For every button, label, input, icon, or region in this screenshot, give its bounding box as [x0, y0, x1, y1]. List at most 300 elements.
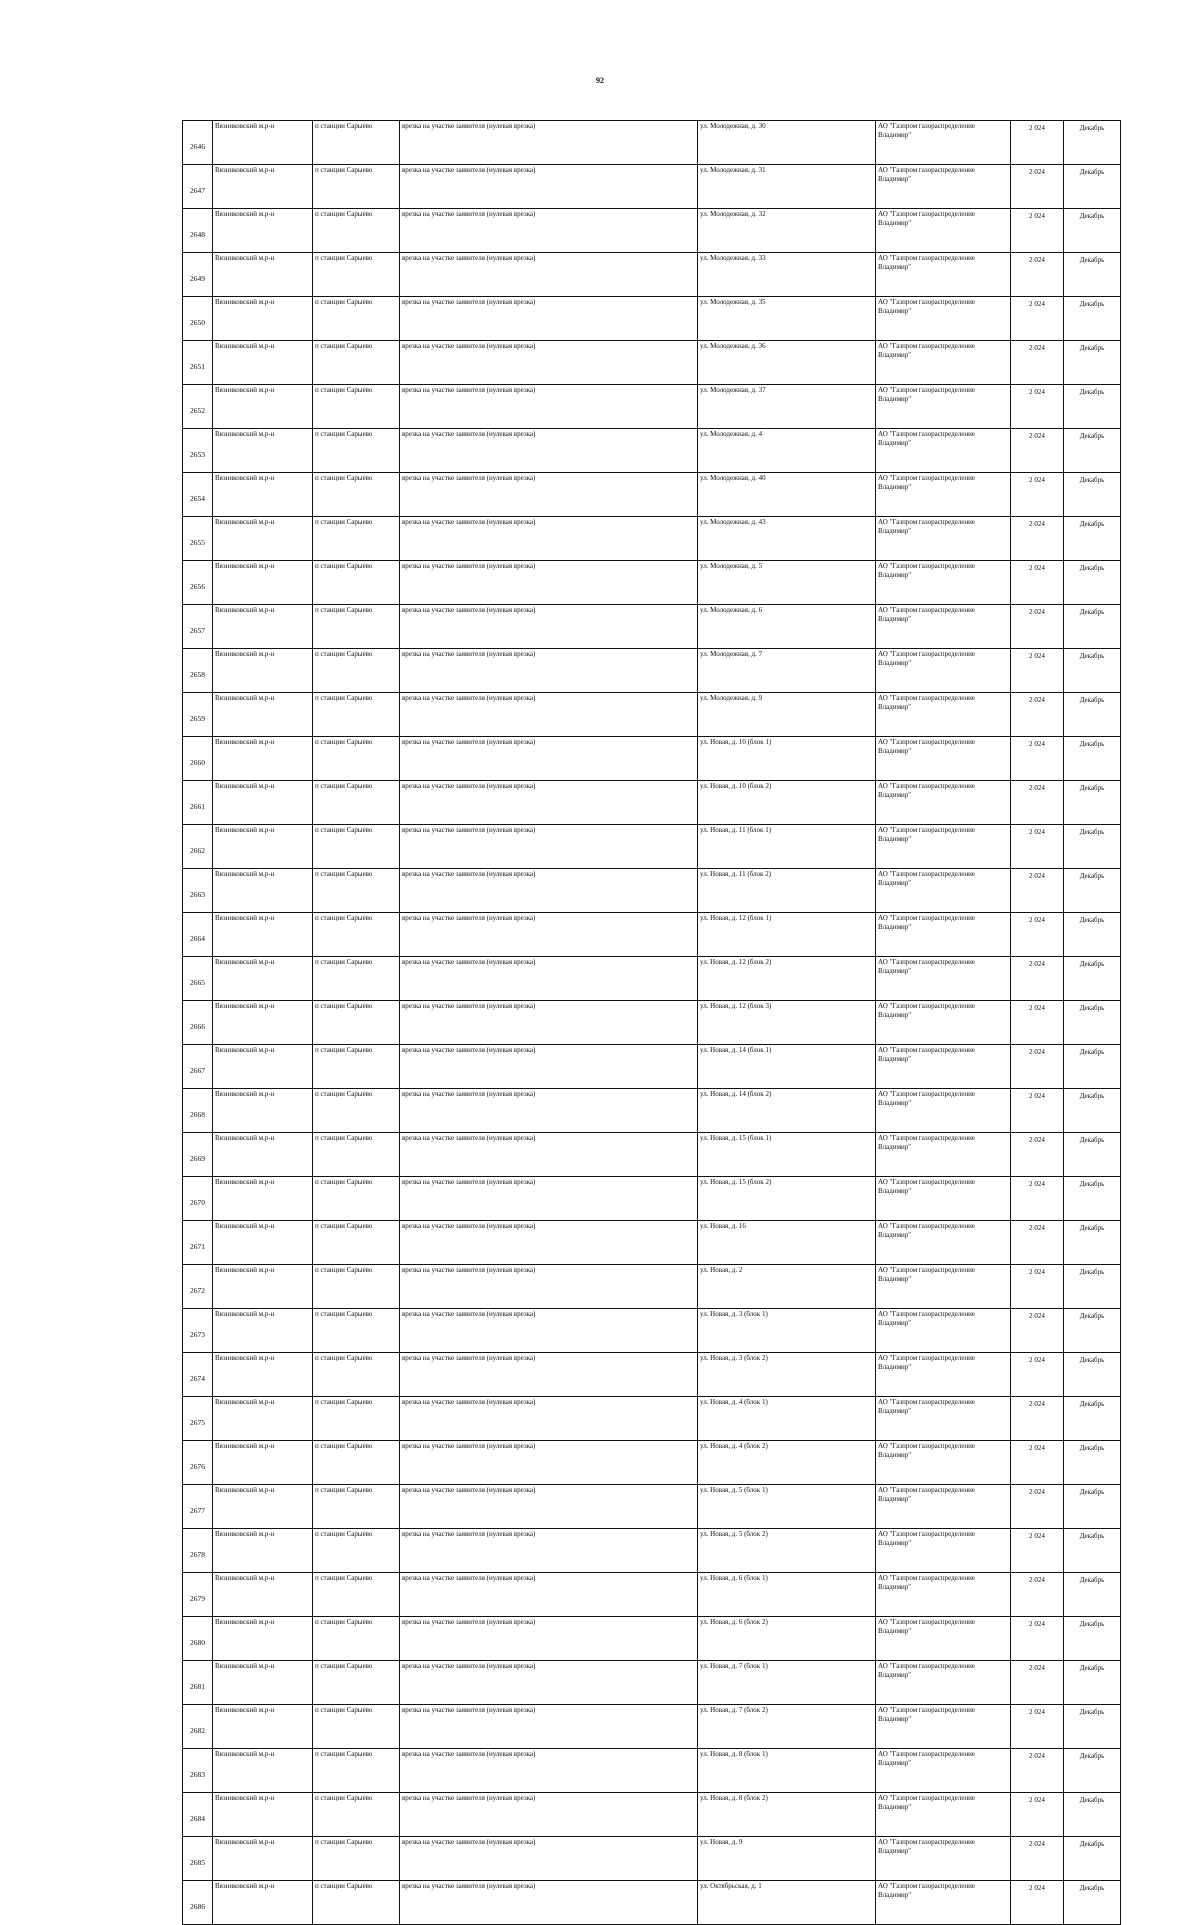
- month-cell: Декабрь: [1064, 825, 1121, 869]
- district-cell: Вязниковский м.р-н: [213, 1617, 313, 1661]
- district-cell: Вязниковский м.р-н: [213, 1837, 313, 1881]
- organization-cell: АО "Газпром газораспределение Владимир": [876, 1441, 1011, 1485]
- month-cell: Декабрь: [1064, 297, 1121, 341]
- row-number: 2667: [183, 1045, 213, 1089]
- row-number: 2650: [183, 297, 213, 341]
- year-cell: 2 024: [1011, 781, 1064, 825]
- work-type-cell: врезка на участке заявителя (нулевая врезка): [400, 1705, 698, 1749]
- row-number: 2670: [183, 1177, 213, 1221]
- organization-cell: АО "Газпром газораспределение Владимир": [876, 1133, 1011, 1177]
- row-number: 2649: [183, 253, 213, 297]
- table-row: [183, 1749, 1121, 1793]
- month-cell: Декабрь: [1064, 1573, 1121, 1617]
- district-cell: Вязниковский м.р-н: [213, 209, 313, 253]
- month-cell: Декабрь: [1064, 1133, 1121, 1177]
- organization-cell: АО "Газпром газораспределение Владимир": [876, 341, 1011, 385]
- table-row: [183, 605, 1121, 649]
- organization-cell: АО "Газпром газораспределение Владимир": [876, 737, 1011, 781]
- work-type-cell: врезка на участке заявителя (нулевая врезка): [400, 385, 698, 429]
- row-number: 2658: [183, 649, 213, 693]
- address-cell: ул. Молодежная, д. 30: [698, 121, 876, 165]
- settlement-cell: п станции Сарыево: [313, 781, 400, 825]
- month-cell: Декабрь: [1064, 165, 1121, 209]
- work-type-cell: врезка на участке заявителя (нулевая врезка): [400, 1353, 698, 1397]
- row-number: 2652: [183, 385, 213, 429]
- address-cell: ул. Молодежная, д. 32: [698, 209, 876, 253]
- settlement-cell: п станции Сарыево: [313, 1485, 400, 1529]
- address-cell: ул. Новая, д. 10 (блок 1): [698, 737, 876, 781]
- settlement-cell: п станции Сарыево: [313, 1133, 400, 1177]
- year-cell: 2 024: [1011, 121, 1064, 165]
- row-number: 2672: [183, 1265, 213, 1309]
- address-cell: ул. Молодежная, д. 40: [698, 473, 876, 517]
- address-cell: ул. Новая, д. 7 (блок 1): [698, 1661, 876, 1705]
- organization-cell: АО "Газпром газораспределение Владимир": [876, 605, 1011, 649]
- district-cell: Вязниковский м.р-н: [213, 825, 313, 869]
- district-cell: Вязниковский м.р-н: [213, 1529, 313, 1573]
- organization-cell: АО "Газпром газораспределение Владимир": [876, 781, 1011, 825]
- organization-cell: АО "Газпром газораспределение Владимир": [876, 649, 1011, 693]
- month-cell: Декабрь: [1064, 1881, 1121, 1925]
- year-cell: 2 024: [1011, 1441, 1064, 1485]
- address-cell: ул. Новая, д. 6 (блок 1): [698, 1573, 876, 1617]
- district-cell: Вязниковский м.р-н: [213, 1265, 313, 1309]
- month-cell: Декабрь: [1064, 341, 1121, 385]
- settlement-cell: п станции Сарыево: [313, 341, 400, 385]
- table-row: [183, 1573, 1121, 1617]
- table-row: [183, 1881, 1121, 1925]
- district-cell: Вязниковский м.р-н: [213, 1045, 313, 1089]
- work-type-cell: врезка на участке заявителя (нулевая врезка): [400, 1617, 698, 1661]
- month-cell: Декабрь: [1064, 1485, 1121, 1529]
- table-row: [183, 1133, 1121, 1177]
- work-type-cell: врезка на участке заявителя (нулевая врезка): [400, 605, 698, 649]
- row-number: 2648: [183, 209, 213, 253]
- table-row: [183, 1353, 1121, 1397]
- settlement-cell: п станции Сарыево: [313, 1177, 400, 1221]
- table-row: [183, 1837, 1121, 1881]
- work-type-cell: врезка на участке заявителя (нулевая врезка): [400, 649, 698, 693]
- work-type-cell: врезка на участке заявителя (нулевая врезка): [400, 165, 698, 209]
- month-cell: Декабрь: [1064, 385, 1121, 429]
- organization-cell: АО "Газпром газораспределение Владимир": [876, 165, 1011, 209]
- year-cell: 2 024: [1011, 1177, 1064, 1221]
- settlement-cell: п станции Сарыево: [313, 517, 400, 561]
- settlement-cell: п станции Сарыево: [313, 605, 400, 649]
- organization-cell: АО "Газпром газораспределение Владимир": [876, 473, 1011, 517]
- settlement-cell: п станции Сарыево: [313, 561, 400, 605]
- work-type-cell: врезка на участке заявителя (нулевая врезка): [400, 561, 698, 605]
- table-row: [183, 1265, 1121, 1309]
- work-type-cell: врезка на участке заявителя (нулевая врезка): [400, 869, 698, 913]
- year-cell: 2 024: [1011, 1001, 1064, 1045]
- work-type-cell: врезка на участке заявителя (нулевая врезка): [400, 121, 698, 165]
- district-cell: Вязниковский м.р-н: [213, 561, 313, 605]
- settlement-cell: п станции Сарыево: [313, 1001, 400, 1045]
- year-cell: 2 024: [1011, 385, 1064, 429]
- row-number: 2660: [183, 737, 213, 781]
- month-cell: Декабрь: [1064, 737, 1121, 781]
- settlement-cell: п станции Сарыево: [313, 1749, 400, 1793]
- work-type-cell: врезка на участке заявителя (нулевая врезка): [400, 1265, 698, 1309]
- work-type-cell: врезка на участке заявителя (нулевая врезка): [400, 1837, 698, 1881]
- district-cell: Вязниковский м.р-н: [213, 1573, 313, 1617]
- year-cell: 2 024: [1011, 1881, 1064, 1925]
- table-row: [183, 1793, 1121, 1837]
- address-cell: ул. Новая, д. 3 (блок 1): [698, 1309, 876, 1353]
- row-number: 2653: [183, 429, 213, 473]
- table-row: [183, 385, 1121, 429]
- month-cell: Декабрь: [1064, 649, 1121, 693]
- district-cell: Вязниковский м.р-н: [213, 957, 313, 1001]
- table-body: [183, 121, 1121, 1925]
- month-cell: Декабрь: [1064, 693, 1121, 737]
- row-number: 2673: [183, 1309, 213, 1353]
- month-cell: Декабрь: [1064, 253, 1121, 297]
- address-cell: ул. Новая, д. 16: [698, 1221, 876, 1265]
- row-number: 2646: [183, 121, 213, 165]
- organization-cell: АО "Газпром газораспределение Владимир": [876, 869, 1011, 913]
- address-cell: ул. Новая, д. 10 (блок 2): [698, 781, 876, 825]
- table-row: [183, 253, 1121, 297]
- organization-cell: АО "Газпром газораспределение Владимир": [876, 1309, 1011, 1353]
- row-number: 2681: [183, 1661, 213, 1705]
- row-number: 2657: [183, 605, 213, 649]
- year-cell: 2 024: [1011, 605, 1064, 649]
- row-number: 2664: [183, 913, 213, 957]
- table-row: [183, 561, 1121, 605]
- row-number: 2676: [183, 1441, 213, 1485]
- district-cell: Вязниковский м.р-н: [213, 165, 313, 209]
- settlement-cell: п станции Сарыево: [313, 1661, 400, 1705]
- settlement-cell: п станции Сарыево: [313, 1793, 400, 1837]
- district-cell: Вязниковский м.р-н: [213, 517, 313, 561]
- address-cell: ул. Молодежная, д. 35: [698, 297, 876, 341]
- table-row: [183, 913, 1121, 957]
- work-type-cell: врезка на участке заявителя (нулевая врезка): [400, 429, 698, 473]
- gasification-table: [182, 120, 1121, 1925]
- year-cell: 2 024: [1011, 1837, 1064, 1881]
- work-type-cell: врезка на участке заявителя (нулевая врезка): [400, 781, 698, 825]
- district-cell: Вязниковский м.р-н: [213, 429, 313, 473]
- month-cell: Декабрь: [1064, 1221, 1121, 1265]
- table-row: [183, 693, 1121, 737]
- month-cell: Декабрь: [1064, 1309, 1121, 1353]
- district-cell: Вязниковский м.р-н: [213, 1089, 313, 1133]
- address-cell: ул. Новая, д. 12 (блок 2): [698, 957, 876, 1001]
- year-cell: 2 024: [1011, 1265, 1064, 1309]
- settlement-cell: п станции Сарыево: [313, 1089, 400, 1133]
- address-cell: ул. Молодежная, д. 7: [698, 649, 876, 693]
- year-cell: 2 024: [1011, 1749, 1064, 1793]
- month-cell: Декабрь: [1064, 1353, 1121, 1397]
- year-cell: 2 024: [1011, 1793, 1064, 1837]
- organization-cell: АО "Газпром газораспределение Владимир": [876, 121, 1011, 165]
- row-number: 2669: [183, 1133, 213, 1177]
- organization-cell: АО "Газпром газораспределение Владимир": [876, 1793, 1011, 1837]
- organization-cell: АО "Газпром газораспределение Владимир": [876, 1837, 1011, 1881]
- row-number: 2671: [183, 1221, 213, 1265]
- table-row: [183, 1221, 1121, 1265]
- settlement-cell: п станции Сарыево: [313, 253, 400, 297]
- page-number: 92: [596, 76, 604, 85]
- district-cell: Вязниковский м.р-н: [213, 693, 313, 737]
- district-cell: Вязниковский м.р-н: [213, 1001, 313, 1045]
- row-number: 2679: [183, 1573, 213, 1617]
- work-type-cell: врезка на участке заявителя (нулевая врезка): [400, 1397, 698, 1441]
- work-type-cell: врезка на участке заявителя (нулевая врезка): [400, 1133, 698, 1177]
- row-number: 2651: [183, 341, 213, 385]
- district-cell: Вязниковский м.р-н: [213, 1309, 313, 1353]
- month-cell: Декабрь: [1064, 1617, 1121, 1661]
- organization-cell: АО "Газпром газораспределение Владимир": [876, 1661, 1011, 1705]
- month-cell: Декабрь: [1064, 561, 1121, 605]
- settlement-cell: п станции Сарыево: [313, 957, 400, 1001]
- row-number: 2666: [183, 1001, 213, 1045]
- address-cell: ул. Новая, д. 12 (блок 1): [698, 913, 876, 957]
- address-cell: ул. Молодежная, д. 31: [698, 165, 876, 209]
- table-row: [183, 341, 1121, 385]
- row-number: 2656: [183, 561, 213, 605]
- settlement-cell: п станции Сарыево: [313, 473, 400, 517]
- table-row: [183, 121, 1121, 165]
- organization-cell: АО "Газпром газораспределение Владимир": [876, 693, 1011, 737]
- month-cell: Декабрь: [1064, 1001, 1121, 1045]
- table-row: [183, 1441, 1121, 1485]
- organization-cell: АО "Газпром газораспределение Владимир": [876, 253, 1011, 297]
- month-cell: Декабрь: [1064, 1529, 1121, 1573]
- address-cell: ул. Новая, д. 8 (блок 2): [698, 1793, 876, 1837]
- address-cell: ул. Новая, д. 15 (блок 1): [698, 1133, 876, 1177]
- table-row: [183, 1661, 1121, 1705]
- table-row: [183, 1397, 1121, 1441]
- year-cell: 2 024: [1011, 209, 1064, 253]
- year-cell: 2 024: [1011, 1309, 1064, 1353]
- settlement-cell: п станции Сарыево: [313, 1397, 400, 1441]
- year-cell: 2 024: [1011, 429, 1064, 473]
- settlement-cell: п станции Сарыево: [313, 737, 400, 781]
- district-cell: Вязниковский м.р-н: [213, 1793, 313, 1837]
- year-cell: 2 024: [1011, 561, 1064, 605]
- year-cell: 2 024: [1011, 165, 1064, 209]
- settlement-cell: п станции Сарыево: [313, 297, 400, 341]
- year-cell: 2 024: [1011, 957, 1064, 1001]
- year-cell: 2 024: [1011, 1045, 1064, 1089]
- address-cell: ул. Молодежная, д. 43: [698, 517, 876, 561]
- settlement-cell: п станции Сарыево: [313, 1353, 400, 1397]
- district-cell: Вязниковский м.р-н: [213, 1397, 313, 1441]
- address-cell: ул. Новая, д. 4 (блок 2): [698, 1441, 876, 1485]
- month-cell: Декабрь: [1064, 473, 1121, 517]
- work-type-cell: врезка на участке заявителя (нулевая врезка): [400, 517, 698, 561]
- organization-cell: АО "Газпром газораспределение Владимир": [876, 1617, 1011, 1661]
- row-number: 2683: [183, 1749, 213, 1793]
- work-type-cell: врезка на участке заявителя (нулевая врезка): [400, 209, 698, 253]
- month-cell: Декабрь: [1064, 209, 1121, 253]
- settlement-cell: п станции Сарыево: [313, 1265, 400, 1309]
- row-number: 2668: [183, 1089, 213, 1133]
- year-cell: 2 024: [1011, 1353, 1064, 1397]
- work-type-cell: врезка на участке заявителя (нулевая врезка): [400, 1089, 698, 1133]
- work-type-cell: врезка на участке заявителя (нулевая врезка): [400, 473, 698, 517]
- month-cell: Декабрь: [1064, 1661, 1121, 1705]
- row-number: 2665: [183, 957, 213, 1001]
- work-type-cell: врезка на участке заявителя (нулевая врезка): [400, 913, 698, 957]
- year-cell: 2 024: [1011, 913, 1064, 957]
- organization-cell: АО "Газпром газораспределение Владимир": [876, 825, 1011, 869]
- year-cell: 2 024: [1011, 473, 1064, 517]
- table-row: [183, 473, 1121, 517]
- row-number: 2655: [183, 517, 213, 561]
- month-cell: Декабрь: [1064, 1045, 1121, 1089]
- table-row: [183, 1089, 1121, 1133]
- organization-cell: АО "Газпром газораспределение Владимир": [876, 913, 1011, 957]
- district-cell: Вязниковский м.р-н: [213, 1485, 313, 1529]
- settlement-cell: п станции Сарыево: [313, 165, 400, 209]
- address-cell: ул. Новая, д. 14 (блок 1): [698, 1045, 876, 1089]
- address-cell: ул. Молодежная, д. 6: [698, 605, 876, 649]
- work-type-cell: врезка на участке заявителя (нулевая врезка): [400, 957, 698, 1001]
- district-cell: Вязниковский м.р-н: [213, 1441, 313, 1485]
- settlement-cell: п станции Сарыево: [313, 1837, 400, 1881]
- work-type-cell: врезка на участке заявителя (нулевая врезка): [400, 825, 698, 869]
- year-cell: 2 024: [1011, 693, 1064, 737]
- district-cell: Вязниковский м.р-н: [213, 1221, 313, 1265]
- settlement-cell: п станции Сарыево: [313, 1045, 400, 1089]
- month-cell: Декабрь: [1064, 121, 1121, 165]
- organization-cell: АО "Газпром газораспределение Владимир": [876, 1177, 1011, 1221]
- organization-cell: АО "Газпром газораспределение Владимир": [876, 517, 1011, 561]
- organization-cell: АО "Газпром газораспределение Владимир": [876, 385, 1011, 429]
- address-cell: ул. Молодежная, д. 9: [698, 693, 876, 737]
- year-cell: 2 024: [1011, 869, 1064, 913]
- work-type-cell: врезка на участке заявителя (нулевая врезка): [400, 1177, 698, 1221]
- address-cell: ул. Молодежная, д. 36: [698, 341, 876, 385]
- settlement-cell: п станции Сарыево: [313, 825, 400, 869]
- organization-cell: АО "Газпром газораспределение Владимир": [876, 1045, 1011, 1089]
- month-cell: Декабрь: [1064, 1397, 1121, 1441]
- year-cell: 2 024: [1011, 1529, 1064, 1573]
- work-type-cell: врезка на участке заявителя (нулевая врезка): [400, 1749, 698, 1793]
- district-cell: Вязниковский м.р-н: [213, 605, 313, 649]
- work-type-cell: врезка на участке заявителя (нулевая врезка): [400, 1221, 698, 1265]
- address-cell: ул. Новая, д. 9: [698, 1837, 876, 1881]
- year-cell: 2 024: [1011, 297, 1064, 341]
- month-cell: Декабрь: [1064, 1265, 1121, 1309]
- month-cell: Декабрь: [1064, 1705, 1121, 1749]
- row-number: 2685: [183, 1837, 213, 1881]
- address-cell: ул. Молодежная, д. 4: [698, 429, 876, 473]
- work-type-cell: врезка на участке заявителя (нулевая врезка): [400, 1309, 698, 1353]
- month-cell: Декабрь: [1064, 1177, 1121, 1221]
- work-type-cell: врезка на участке заявителя (нулевая врезка): [400, 1001, 698, 1045]
- organization-cell: АО "Газпром газораспределение Владимир": [876, 1485, 1011, 1529]
- table-row: [183, 1045, 1121, 1089]
- district-cell: Вязниковский м.р-н: [213, 1749, 313, 1793]
- organization-cell: АО "Газпром газораспределение Владимир": [876, 1749, 1011, 1793]
- year-cell: 2 024: [1011, 1617, 1064, 1661]
- work-type-cell: врезка на участке заявителя (нулевая врезка): [400, 1573, 698, 1617]
- address-cell: ул. Новая, д. 7 (блок 2): [698, 1705, 876, 1749]
- work-type-cell: врезка на участке заявителя (нулевая врезка): [400, 1793, 698, 1837]
- year-cell: 2 024: [1011, 825, 1064, 869]
- table-row: [183, 1177, 1121, 1221]
- district-cell: Вязниковский м.р-н: [213, 1133, 313, 1177]
- month-cell: Декабрь: [1064, 913, 1121, 957]
- row-number: 2661: [183, 781, 213, 825]
- district-cell: Вязниковский м.р-н: [213, 121, 313, 165]
- year-cell: 2 024: [1011, 1485, 1064, 1529]
- organization-cell: АО "Газпром газораспределение Владимир": [876, 429, 1011, 473]
- year-cell: 2 024: [1011, 1661, 1064, 1705]
- district-cell: Вязниковский м.р-н: [213, 385, 313, 429]
- organization-cell: АО "Газпром газораспределение Владимир": [876, 1221, 1011, 1265]
- year-cell: 2 024: [1011, 649, 1064, 693]
- address-cell: ул. Новая, д. 8 (блок 1): [698, 1749, 876, 1793]
- address-cell: ул. Новая, д. 3 (блок 2): [698, 1353, 876, 1397]
- year-cell: 2 024: [1011, 1705, 1064, 1749]
- settlement-cell: п станции Сарыево: [313, 121, 400, 165]
- organization-cell: АО "Газпром газораспределение Владимир": [876, 209, 1011, 253]
- district-cell: Вязниковский м.р-н: [213, 1177, 313, 1221]
- table-row: [183, 1001, 1121, 1045]
- district-cell: Вязниковский м.р-н: [213, 1881, 313, 1925]
- row-number: 2680: [183, 1617, 213, 1661]
- address-cell: ул. Молодежная, д. 37: [698, 385, 876, 429]
- address-cell: ул. Октябрьская, д. 1: [698, 1881, 876, 1925]
- table-row: [183, 737, 1121, 781]
- organization-cell: АО "Газпром газораспределение Владимир": [876, 1089, 1011, 1133]
- work-type-cell: врезка на участке заявителя (нулевая врезка): [400, 341, 698, 385]
- organization-cell: АО "Газпром газораспределение Владимир": [876, 1573, 1011, 1617]
- row-number: 2663: [183, 869, 213, 913]
- address-cell: ул. Новая, д. 11 (блок 1): [698, 825, 876, 869]
- table-row: [183, 825, 1121, 869]
- district-cell: Вязниковский м.р-н: [213, 781, 313, 825]
- work-type-cell: врезка на участке заявителя (нулевая врезка): [400, 1661, 698, 1705]
- address-cell: ул. Новая, д. 5 (блок 2): [698, 1529, 876, 1573]
- year-cell: 2 024: [1011, 1573, 1064, 1617]
- table-row: [183, 297, 1121, 341]
- district-cell: Вязниковский м.р-н: [213, 737, 313, 781]
- work-type-cell: врезка на участке заявителя (нулевая врезка): [400, 1529, 698, 1573]
- address-cell: ул. Молодежная, д. 5: [698, 561, 876, 605]
- organization-cell: АО "Газпром газораспределение Владимир": [876, 561, 1011, 605]
- settlement-cell: п станции Сарыево: [313, 869, 400, 913]
- table-row: [183, 1529, 1121, 1573]
- row-number: 2662: [183, 825, 213, 869]
- organization-cell: АО "Газпром газораспределение Владимир": [876, 1705, 1011, 1749]
- district-cell: Вязниковский м.р-н: [213, 473, 313, 517]
- work-type-cell: врезка на участке заявителя (нулевая врезка): [400, 297, 698, 341]
- year-cell: 2 024: [1011, 517, 1064, 561]
- table-row: [183, 1617, 1121, 1661]
- row-number: 2675: [183, 1397, 213, 1441]
- settlement-cell: п станции Сарыево: [313, 913, 400, 957]
- work-type-cell: врезка на участке заявителя (нулевая врезка): [400, 253, 698, 297]
- settlement-cell: п станции Сарыево: [313, 1221, 400, 1265]
- year-cell: 2 024: [1011, 341, 1064, 385]
- organization-cell: АО "Газпром газораспределение Владимир": [876, 1353, 1011, 1397]
- table-row: [183, 649, 1121, 693]
- settlement-cell: п станции Сарыево: [313, 385, 400, 429]
- address-cell: ул. Новая, д. 5 (блок 1): [698, 1485, 876, 1529]
- month-cell: Декабрь: [1064, 781, 1121, 825]
- table-row: [183, 165, 1121, 209]
- year-cell: 2 024: [1011, 253, 1064, 297]
- row-number: 2654: [183, 473, 213, 517]
- address-cell: ул. Молодежная, д. 33: [698, 253, 876, 297]
